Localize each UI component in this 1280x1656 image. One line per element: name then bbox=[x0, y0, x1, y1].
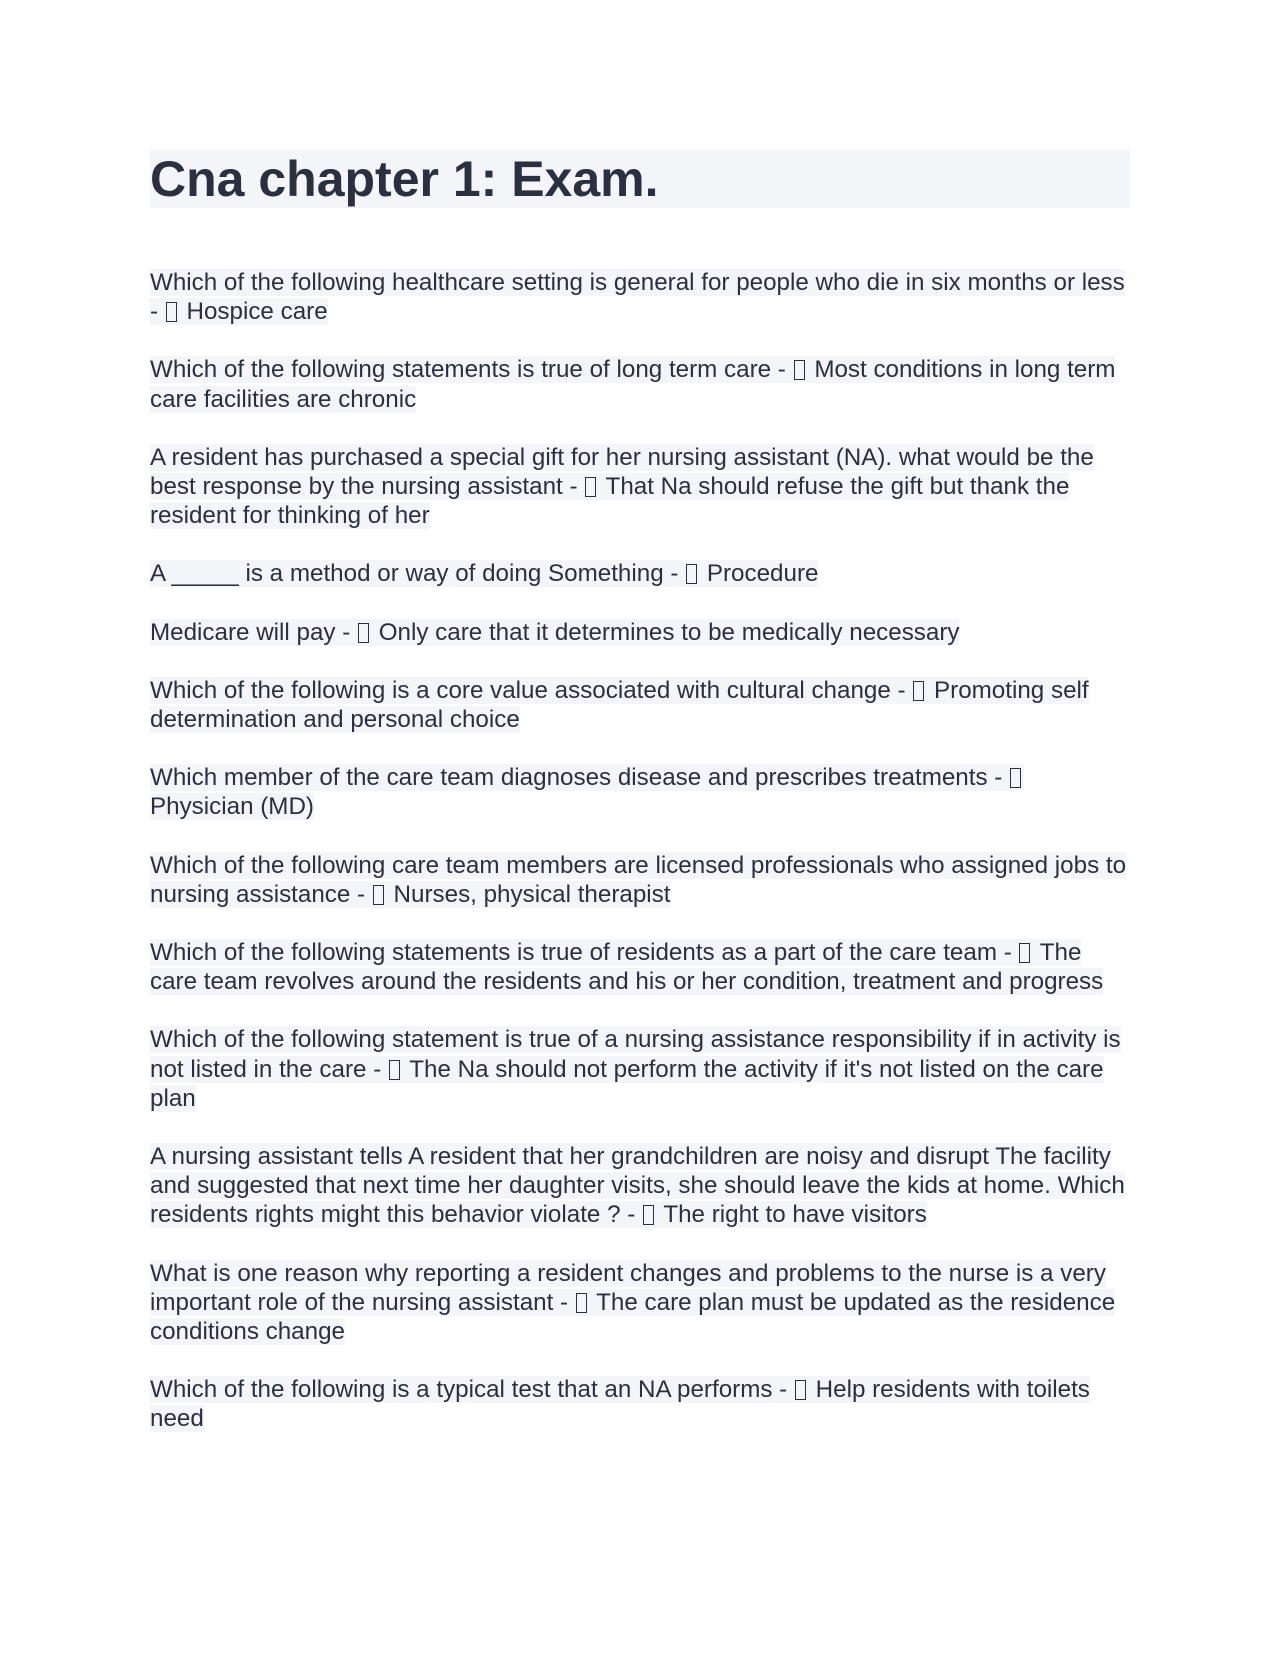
answer-text: Only care that it determines to be medically necessary bbox=[372, 618, 960, 646]
answer-marker-icon bbox=[795, 1380, 806, 1400]
question-text: Medicare will pay - bbox=[150, 618, 357, 646]
answer-text: Physician (MD) bbox=[150, 793, 314, 821]
question-text: Which of the following is a typical test that an NA performs - bbox=[150, 1376, 794, 1404]
qa-item bbox=[150, 763, 1130, 821]
qa-item bbox=[150, 1259, 1130, 1347]
answer-marker-icon bbox=[794, 360, 805, 380]
question-text: Which of the following care team members are licensed professionals who assigned jobs to nursing assistance - bbox=[150, 851, 1127, 908]
answer-marker-icon bbox=[1010, 768, 1021, 788]
qa-item bbox=[150, 1375, 1130, 1433]
qa-item bbox=[150, 851, 1130, 909]
answer-marker-icon bbox=[389, 1060, 400, 1080]
question-text: What is one reason why reporting a resident changes and problems to the nurse is a very important role of the nursing assistant - bbox=[150, 1259, 1106, 1316]
answer-marker-icon bbox=[643, 1205, 654, 1225]
question-text: Which of the following statements is true of long term care - bbox=[150, 356, 793, 384]
page-title: Cna chapter 1: Exam. bbox=[150, 151, 659, 207]
answer-text: Promoting self determination and personal choice bbox=[150, 676, 1089, 734]
answer-text: Nurses, physical therapist bbox=[386, 880, 671, 908]
answer-text: Most conditions in long term care facilities are chronic bbox=[150, 356, 1116, 413]
qa-item bbox=[150, 268, 1130, 326]
qa-item bbox=[150, 676, 1130, 734]
question-text: Which member of the care team diagnoses disease and prescribes treatments - bbox=[150, 764, 1010, 792]
answer-text: Procedure bbox=[700, 560, 819, 588]
question-text: Which of the following is a core value associated with cultural change - bbox=[150, 676, 913, 704]
answer-marker-icon bbox=[913, 681, 924, 701]
question-text: Which of the following healthcare setting is general for people who die in six months or less - bbox=[150, 269, 1125, 326]
question-text: Which of the following statements is true of residents as a part of the care team - bbox=[150, 939, 1019, 967]
qa-item bbox=[150, 618, 1130, 647]
qa-item bbox=[150, 559, 1130, 588]
answer-text: Hospice care bbox=[179, 298, 328, 326]
answer-marker-icon bbox=[686, 564, 697, 584]
question-text: A _____ is a method or way of doing Something - bbox=[150, 560, 686, 588]
question-text: A nursing assistant tells A resident that her grandchildren are noisy and disrupt The facility and suggested that next time her daughter visits, she should leave the kids at home. Which residents rights might this behavior violate ? - bbox=[150, 1143, 1125, 1229]
question-text: Which of the following statement is true of a nursing assistance responsibility if in activity is not listed in the care - bbox=[150, 1026, 1121, 1083]
question-text: A resident has purchased a special gift for her nursing assistant (NA). what would be the best response by the nursing assistant - bbox=[150, 443, 1094, 501]
qa-list bbox=[150, 268, 1130, 1434]
title-block bbox=[150, 150, 1130, 208]
answer-marker-icon bbox=[576, 1293, 587, 1313]
answer-text: The care plan must be updated as the residence conditions change bbox=[150, 1288, 1116, 1346]
document-page bbox=[150, 150, 1130, 1463]
answer-marker-icon bbox=[1019, 943, 1030, 963]
answer-text: The Na should not perform the activity if it's not listed on the care plan bbox=[150, 1055, 1104, 1112]
answer-text: Help residents with toilets need bbox=[150, 1376, 1090, 1433]
qa-item bbox=[150, 1025, 1130, 1113]
answer-marker-icon bbox=[373, 885, 384, 905]
qa-item bbox=[150, 938, 1130, 996]
answer-text: The right to have visitors bbox=[657, 1201, 927, 1229]
qa-item bbox=[150, 1142, 1130, 1230]
qa-item bbox=[150, 443, 1130, 531]
answer-marker-icon bbox=[166, 302, 177, 322]
answer-text: That Na should refuse the gift but thank the resident for thinking of her bbox=[150, 473, 1070, 530]
answer-marker-icon bbox=[358, 623, 369, 643]
answer-text: The care team revolves around the residents and his or her condition, treatment and progress bbox=[150, 939, 1104, 996]
qa-item bbox=[150, 355, 1130, 413]
answer-marker-icon bbox=[585, 477, 596, 497]
